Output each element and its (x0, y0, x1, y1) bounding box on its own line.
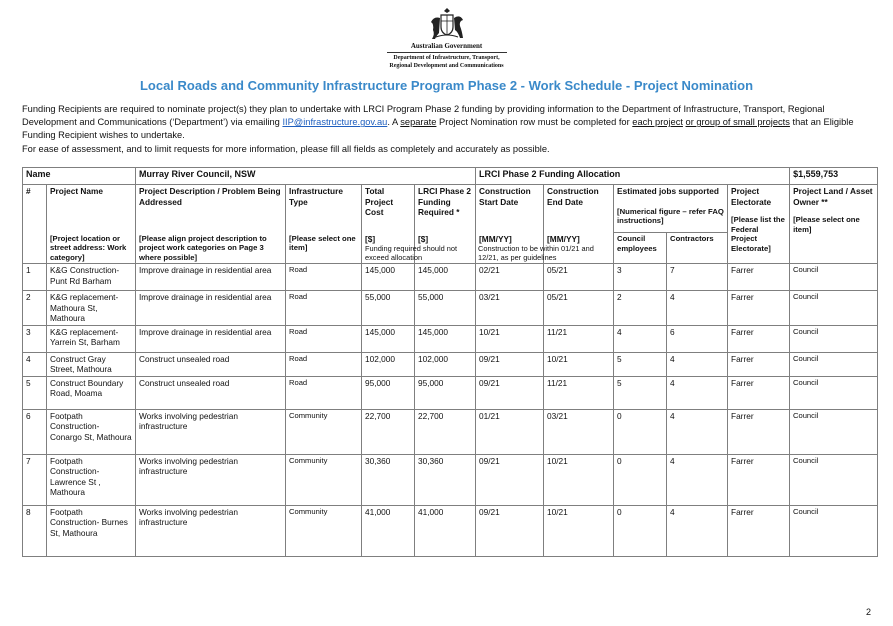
total-cost-unit: [$] (365, 233, 376, 244)
funding-required: 22,700 (415, 409, 476, 454)
total-cost: 41,000 (362, 505, 415, 556)
asset-owner: Council (790, 291, 878, 326)
project-name: Footpath Construction- Burnes St, Mathoura (47, 505, 136, 556)
start-date: 09/21 (476, 505, 544, 556)
electorate: Farrer (728, 291, 790, 326)
date-note: Construction to be within 01/21 and 12/21, as per guidelines (478, 244, 594, 263)
page-title: Local Roads and Community Infrastructure Program Phase 2 - Work Schedule - Project Nomination (139, 78, 754, 93)
end-date: 11/21 (544, 325, 614, 352)
end-date: 05/21 (544, 264, 614, 291)
col-end-date-note: [MM/YY] (544, 233, 614, 264)
owner-label: Project Land / Asset Owner ** (793, 186, 873, 207)
col-project-name-note: [Project location or street address: Work category] (47, 233, 136, 264)
electorate: Farrer (728, 376, 790, 409)
row-number: 6 (23, 409, 47, 454)
infrastructure-type: Road (286, 325, 362, 352)
col-start-date-note: [MM/YY] (476, 233, 544, 264)
table-row (23, 291, 878, 326)
intro-text-part: Project Nomination row must be completed for (436, 117, 633, 128)
emphasis-or-group: or group of small projects (685, 117, 790, 128)
name-row (23, 168, 878, 185)
infrastructure-type: Community (286, 505, 362, 556)
electorate: Farrer (728, 454, 790, 505)
funding-required: 102,000 (415, 352, 476, 376)
funding-required: 95,000 (415, 376, 476, 409)
contractors: 6 (667, 325, 728, 352)
council-employees: 0 (614, 409, 667, 454)
council-employees: 5 (614, 352, 667, 376)
asset-owner: Council (790, 352, 878, 376)
allocation-label: LRCI Phase 2 Funding Allocation (476, 168, 790, 185)
row-number: 5 (23, 376, 47, 409)
total-cost: 102,000 (362, 352, 415, 376)
row-number: 4 (23, 352, 47, 376)
electorate-label: Project Electorate (731, 186, 772, 207)
infrastructure-type: Community (286, 409, 362, 454)
start-date: 03/21 (476, 291, 544, 326)
electorate: Farrer (728, 325, 790, 352)
project-description: Construct unsealed road (136, 376, 286, 409)
funding-required: 55,000 (415, 291, 476, 326)
council-employees: 3 (614, 264, 667, 291)
owner-note: [Please select one item] (793, 215, 860, 234)
start-date: 01/21 (476, 409, 544, 454)
row-number: 7 (23, 454, 47, 505)
project-name: K&G replacement- Yarrein St, Barham (47, 325, 136, 352)
total-cost: 22,700 (362, 409, 415, 454)
project-description: Construct unsealed road (136, 352, 286, 376)
project-description: Improve drainage in residential area (136, 291, 286, 326)
contractors: 4 (667, 454, 728, 505)
col-infra-type-note: [Please select one item] (286, 233, 362, 264)
column-header-row (23, 185, 878, 233)
intro-text-part: Funding Recipients are required to nominate project(s) they plan to undertake with LRCI Program Phase 2 funding by providing information to the Department of Infrastructure, Transport, Regional Development and Communications (‘Department’) via emailing (22, 104, 825, 128)
start-date: 09/21 (476, 352, 544, 376)
table-row (23, 454, 878, 505)
table-row (23, 409, 878, 454)
asset-owner: Council (790, 454, 878, 505)
electorate-note: [Please list the Federal Project Electorate] (731, 215, 785, 253)
project-name: Construct Boundary Road, Moama (47, 376, 136, 409)
intro-text-part: . A (387, 117, 401, 128)
end-date: 05/21 (544, 291, 614, 326)
infrastructure-type: Road (286, 291, 362, 326)
government-name: Australian Government (410, 42, 483, 50)
department-line-1: Department of Infrastructure, Transport, (393, 55, 500, 61)
electorate: Farrer (728, 264, 790, 291)
intro-paragraph-1 (22, 103, 877, 143)
project-name: K&G Construction- Punt Rd Barham (47, 264, 136, 291)
department-line-2: Regional Development and Communications (389, 62, 504, 69)
total-cost: 145,000 (362, 325, 415, 352)
electorate: Farrer (728, 505, 790, 556)
col-end-date: Construction End Date (544, 185, 614, 233)
emphasis-separate: separate (400, 117, 437, 128)
row-number: 3 (23, 325, 47, 352)
infrastructure-type: Community (286, 454, 362, 505)
email-link[interactable]: IIP@infrastructure.gov.au (282, 117, 388, 128)
col-contractors: Contractors (667, 233, 728, 264)
col-funding-required: LRCI Phase 2 Funding Required * (415, 185, 476, 233)
end-date: 10/21 (544, 352, 614, 376)
asset-owner: Council (790, 325, 878, 352)
project-rows (23, 264, 878, 557)
council-employees: 0 (614, 505, 667, 556)
commonwealth-coat-of-arms-icon (424, 6, 470, 42)
contractors: 4 (667, 352, 728, 376)
total-cost: 55,000 (362, 291, 415, 326)
end-date: 11/21 (544, 376, 614, 409)
table-row (23, 264, 878, 291)
project-name: Footpath Construction- Conargo St, Mathoura (47, 409, 136, 454)
start-date: 10/21 (476, 325, 544, 352)
end-date: 10/21 (544, 505, 614, 556)
table-row (23, 505, 878, 556)
contractors: 4 (667, 376, 728, 409)
page-number: 2 (865, 607, 871, 617)
project-description: Works involving pedestrian infrastructure (136, 505, 286, 556)
col-start-date: Construction Start Date (476, 185, 544, 233)
letterhead-divider (387, 52, 507, 53)
start-date: 09/21 (476, 376, 544, 409)
col-jobs (614, 185, 728, 233)
letterhead (0, 6, 893, 70)
infrastructure-type: Road (286, 352, 362, 376)
project-description: Improve drainage in residential area (136, 264, 286, 291)
asset-owner: Council (790, 376, 878, 409)
col-electorate (728, 185, 790, 264)
row-number: 8 (23, 505, 47, 556)
intro-text (22, 103, 877, 156)
row-number: 1 (23, 264, 47, 291)
contractors: 7 (667, 264, 728, 291)
start-date: 09/21 (476, 454, 544, 505)
council-employees: 5 (614, 376, 667, 409)
end-date: 03/21 (544, 409, 614, 454)
col-total-cost: Total Project Cost (362, 185, 415, 233)
infrastructure-type: Road (286, 264, 362, 291)
end-date: 10/21 (544, 454, 614, 505)
row-number: 2 (23, 291, 47, 326)
total-cost: 145,000 (362, 264, 415, 291)
total-cost: 30,360 (362, 454, 415, 505)
col-description-note: [Please align project description to project work categories on Page 3 where possible] (136, 233, 286, 264)
council-name: Murray River Council, NSW (136, 168, 476, 185)
funding-required: 145,000 (415, 264, 476, 291)
infrastructure-type: Road (286, 376, 362, 409)
jobs-label: Estimated jobs supported (617, 186, 719, 196)
asset-owner: Council (790, 409, 878, 454)
council-employees: 2 (614, 291, 667, 326)
col-owner (790, 185, 878, 264)
project-name: Footpath Construction- Lawrence St , Mathoura (47, 454, 136, 505)
contractors: 4 (667, 505, 728, 556)
col-council-employees: Council employees (614, 233, 667, 264)
council-employees: 4 (614, 325, 667, 352)
col-infra-type: Infrastructure Type (286, 185, 362, 233)
funding-required-unit: [$] (418, 233, 429, 244)
name-label: Name (23, 168, 136, 185)
project-description: Works involving pedestrian infrastructure (136, 454, 286, 505)
funding-required: 30,360 (415, 454, 476, 505)
funding-required: 41,000 (415, 505, 476, 556)
col-description: Project Description / Problem Being Addressed (136, 185, 286, 233)
contractors: 4 (667, 409, 728, 454)
project-name: K&G replacement- Mathoura St, Mathoura (47, 291, 136, 326)
jobs-note: [Numerical figure – refer FAQ instructions] (617, 206, 724, 226)
intro-text-part: that an Eligible Funding Recipient wishes to undertake. (22, 117, 854, 141)
funding-note: Funding required should not exceed allocation (365, 244, 458, 263)
contractors: 4 (667, 291, 728, 326)
allocation-amount: $1,559,753 (790, 168, 878, 185)
total-cost: 95,000 (362, 376, 415, 409)
project-rows-table (22, 263, 878, 557)
electorate: Farrer (728, 352, 790, 376)
asset-owner: Council (790, 264, 878, 291)
project-description: Improve drainage in residential area (136, 325, 286, 352)
table-row (23, 376, 878, 409)
col-num-note (23, 233, 47, 264)
council-employees: 0 (614, 454, 667, 505)
funding-required: 145,000 (415, 325, 476, 352)
table-row (23, 325, 878, 352)
project-name: Construct Gray Street, Mathoura (47, 352, 136, 376)
table-row (23, 352, 878, 376)
intro-paragraph-2: For ease of assessment, and to limit requests for more information, please fill all fields as completely and accurately as possible. (22, 143, 550, 154)
start-date: 02/21 (476, 264, 544, 291)
project-description: Works involving pedestrian infrastructure (136, 409, 286, 454)
asset-owner: Council (790, 505, 878, 556)
col-num: # (23, 185, 47, 233)
col-project-name: Project Name (47, 185, 136, 233)
emphasis-each-project: each project (632, 117, 683, 128)
electorate: Farrer (728, 409, 790, 454)
